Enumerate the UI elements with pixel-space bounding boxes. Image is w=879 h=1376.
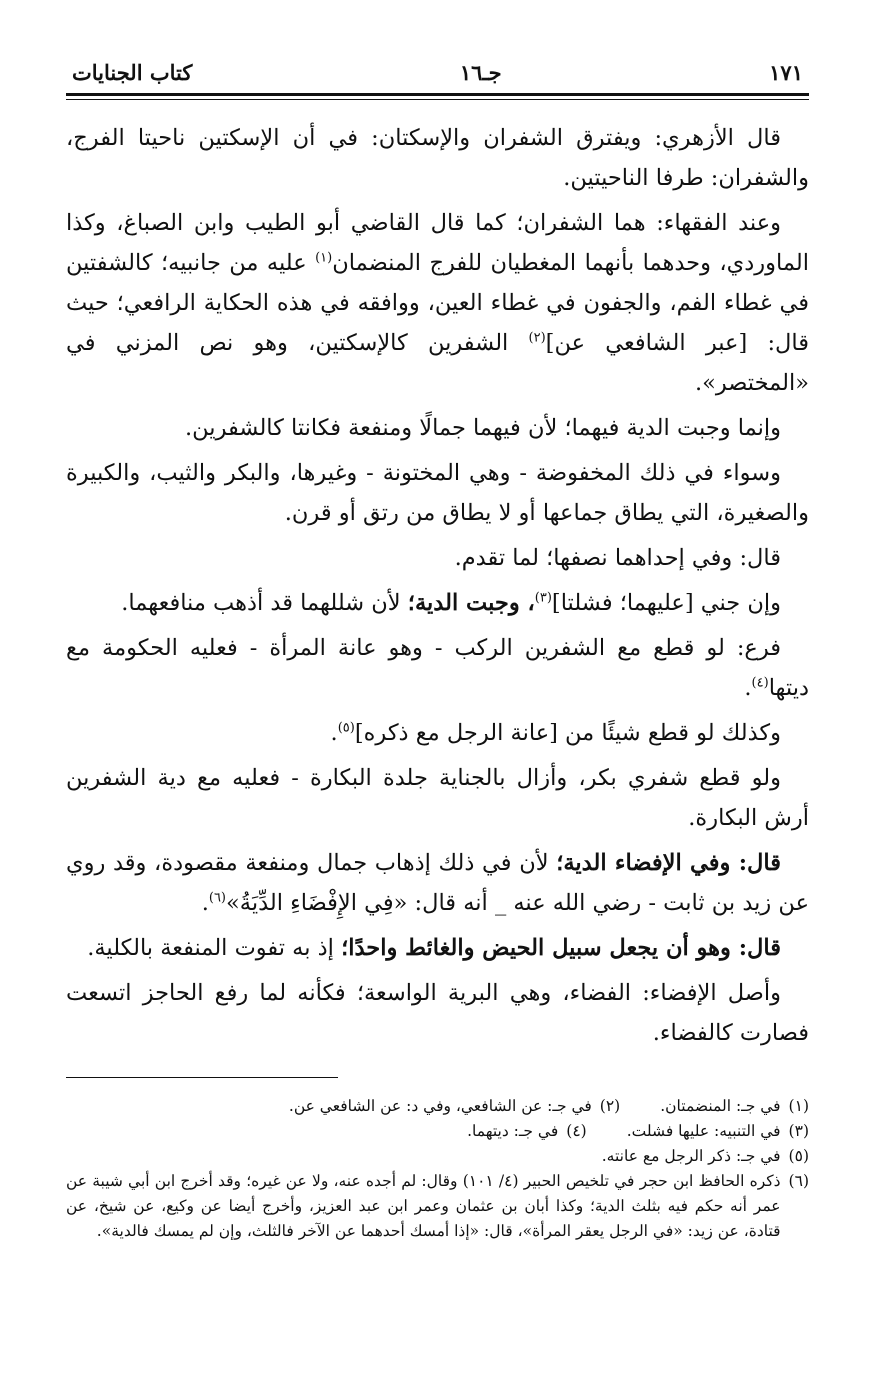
- footnote-item: (٦) ذكره الحافظ ابن حجر في تلخيص الحبير (٤/ ١٠١) وقال: لم أجده عنه، ولا عن غيره؛ وقد أخرج ابن أبي شيبة عن عمر أنه حكم فيه بثلث الدية؛ وكذا أبان بن عثمان وعمر ابن عبد العزيز، وأخرج أيضا عن وكيع، عن شيخ، عن قتادة، عن زيد: «في الرجل يعقر المرأة»، قال: «إذا أمسك أحدهما عن الآخر فالثلث، وإن لم يمسك فالدية».: [66, 1172, 809, 1240]
- paragraph: وكذلك لو قطع شيئًا من [عانة الرجل مع ذكره]$^{(٥)}$.: [330, 720, 781, 746]
- footnote-ref: (٤): [751, 675, 769, 691]
- paragraph: وإن جني [عليهما؛ فشلتا]$^{(٣)}$، وجبت الدية؛ لأن شللهما قد أذهب منافعهما.: [121, 590, 781, 616]
- footnotes: [66, 1094, 809, 1244]
- paragraph: وسواء في ذلك المخفوضة - وهي المختونة - وغيرها، والبكر والثيب، والكبيرة والصغيرة، التي يطاق جماعها أو لا يطاق من رتق أو قرن.: [66, 460, 809, 526]
- volume-label: جـ١٦: [459, 60, 502, 85]
- paragraph: قال الأزهري: ويفترق الشفران والإسكتان: في أن الإسكتين ناحيتا الفرج، والشفران: طرفا الناحيتين.: [66, 125, 809, 191]
- footnote-item: (٢) في جـ: عن الشافعي، وفي د: عن الشافعي عن.: [288, 1097, 621, 1115]
- footnote-ref: (٣): [534, 590, 552, 606]
- footnote-item: (١) في جـ: المنضمتان.: [660, 1097, 809, 1115]
- header-rule: [66, 93, 809, 96]
- footnote-ref: (٥): [337, 720, 355, 736]
- footnote-ref: (٦): [208, 890, 226, 906]
- paragraph: قال: وهو أن يجعل سبيل الحيض والغائط واحدًا؛ إذ به تفوت المنفعة بالكلية.: [87, 935, 781, 961]
- paragraph: وأصل الإفضاء: الفضاء، وهي البرية الواسعة؛ فكأنه لما رفع الحاجز اتسعت فصارت كالفضاء.: [66, 980, 809, 1046]
- paragraph: وعند الفقهاء: هما الشفران؛ كما قال القاضي أبو الطيب وابن الصباغ، وكذا الماوردي، وحدهما بأنهما المغطيان للفرج المنضمان$^{(١)}$ عليه من جانبيه؛ كالشفتين في غطاء الفم، والجفون في غطاء العين، ووافقه في هذه الحكاية الرافعي؛ حيث قال: [عبر الشافعي عن]$^{(٢)}$ الشفرين كالإسكتين، وهو نص المزني في «المختصر».: [66, 210, 809, 396]
- footnote-item: (٣) في التنبيه: عليها فشلت.: [626, 1122, 809, 1140]
- paragraph: قال: وفي الإفضاء الدية؛ لأن في ذلك إذهاب جمال ومنفعة مقصودة، وقد روي عن زيد بن ثابت - رضي الله عنه _ أنه قال: «فِي الإِفْضَاءِ الدِّيَةُ»$^{(٦)}$.: [66, 850, 809, 916]
- paragraph: فرع: لو قطع مع الشفرين الركب - وهو عانة المرأة - فعليه الحكومة مع ديتها$^{(٤)}$.: [66, 635, 809, 701]
- book-title: كتاب الجنايات: [72, 60, 193, 85]
- footnote-item: (٤) في جـ: ديتهما.: [467, 1122, 587, 1140]
- header-rule-thin: [66, 99, 809, 100]
- footnote-separator: [66, 1077, 338, 1078]
- running-header: [66, 60, 809, 91]
- paragraph: ولو قطع شفري بكر، وأزال بالجناية جلدة البكارة - فعليه مع دية الشفرين أرش البكارة.: [66, 765, 809, 831]
- footnote-item: (٥) في جـ: ذكر الرجل مع عانته.: [601, 1147, 809, 1165]
- page-number: ١٧١: [769, 60, 803, 85]
- footnote-ref: (١): [315, 250, 333, 266]
- paragraph: وإنما وجبت الدية فيهما؛ لأن فيهما جمالًا ومنفعة فكانتا كالشفرين.: [185, 415, 781, 441]
- paragraph: قال: وفي إحداهما نصفها؛ لما تقدم.: [454, 545, 781, 571]
- footnote-ref: (٢): [528, 330, 546, 346]
- main-text: [66, 118, 809, 1053]
